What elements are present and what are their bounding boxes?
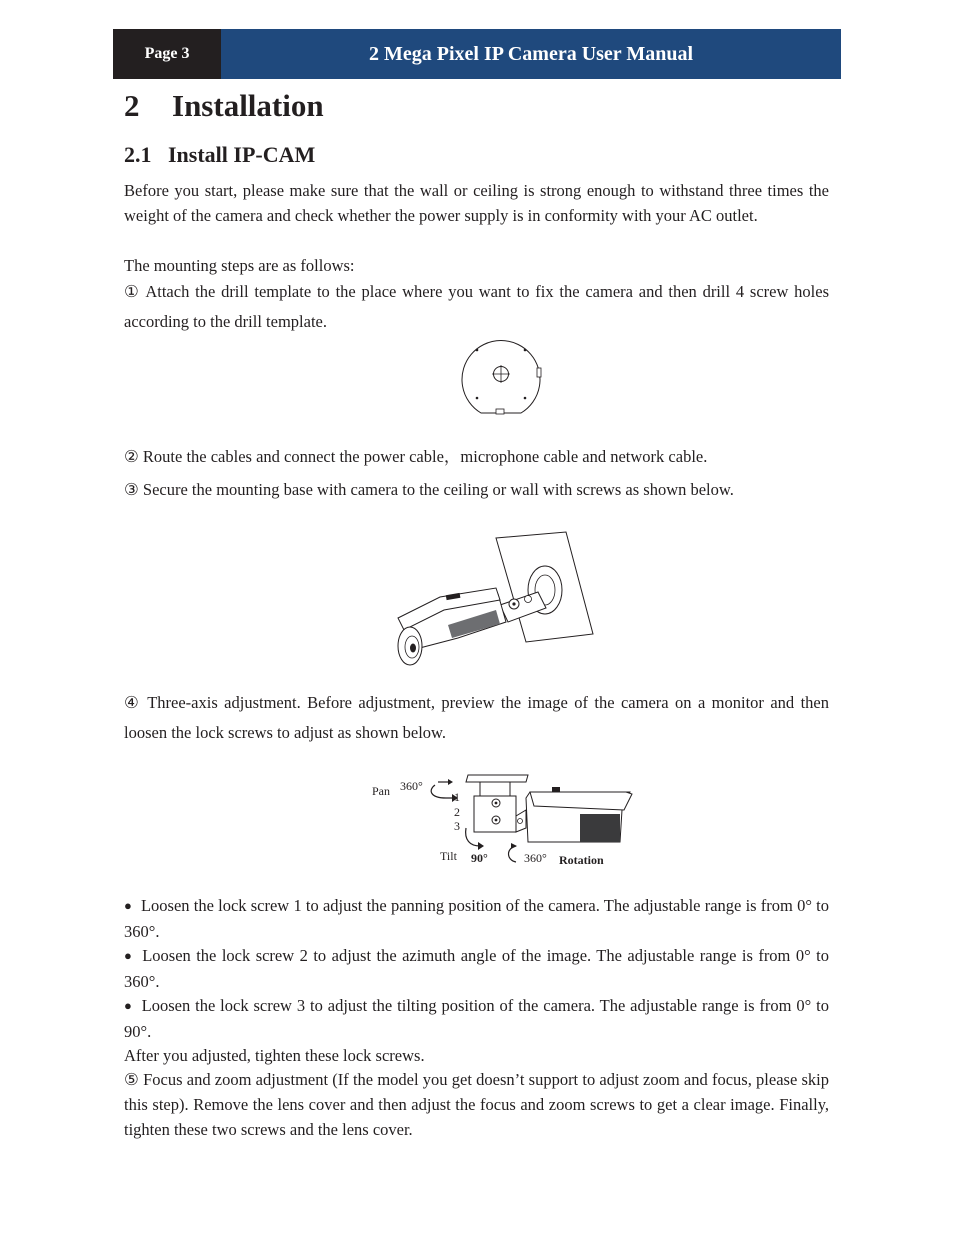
bullet-azimuth-text: Loosen the lock screw 2 to adjust the azimuth angle of the image. The adjustable range is from 0° to 360°. [124,946,829,991]
subsection-number: 2.1 [124,142,152,167]
steps-intro: The mounting steps are as follows: [124,256,355,275]
intro-paragraph: Before you start, please make sure that the wall or ceiling is strong enough to withstand three times the weight of the camera and check whether the power supply is in conformity with your AC outlet. [124,181,829,225]
screw-2-label: 2 [454,805,460,819]
bullet-azimuth [124,943,829,994]
bullet-pan [124,893,829,944]
manual-title: 2 Mega Pixel IP Camera User Manual [221,29,841,79]
page-number: Page 3 [113,29,221,79]
step-2-text: ② Route the cables and connect the power cable，microphone cable and network cable. [124,447,708,466]
tilt-angle: 90° [471,851,488,865]
camera-mount-figure [388,530,598,670]
tilt-label: Tilt [440,849,457,863]
screw-1-label: 1 [454,790,460,804]
step-4-text: ④ Three-axis adjustment. Before adjustment, preview the image of the camera on a monitor and then loosen the lock screws to adjust as shown below. [124,693,829,742]
bullet-tilt [124,993,829,1044]
section-title: Installation [172,88,324,123]
step-5-text: ⑤ Focus and zoom adjustment (If the model you get doesn’t support to adjust zoom and focus, please skip this step). Remove the lens cover and then adjust the focus and zoom screws to get a clear image. Finally, tighten these two screws and the lens cover. [124,1070,829,1139]
pan-label: Pan [372,784,390,798]
subsection-title: Install IP-CAM [168,142,316,167]
page-header [113,29,841,79]
three-axis-adjustment-figure [368,770,638,870]
step-3-text: ③ Secure the mounting base with camera to the ceiling or wall with screws as shown below. [124,480,734,499]
pan-angle: 360° [400,779,423,793]
section-number: 2 [124,88,140,123]
bullet-pan-text: Loosen the lock screw 1 to adjust the panning position of the camera. The adjustable range is from 0° to 360°. [124,896,830,941]
after-adjust-text: After you adjusted, tighten these lock screws. [124,1046,425,1065]
drill-template-figure [455,333,547,417]
subsection-heading [124,142,315,168]
rotation-label: Rotation [559,853,604,867]
screw-3-label: 3 [454,819,460,833]
rotation-angle: 360° [524,851,547,865]
section-heading [124,88,324,124]
step-1-text: ① Attach the drill template to the place where you want to fix the camera and then drill 4 screw holes according to the drill template. [124,282,829,331]
bullet-tilt-text: Loosen the lock screw 3 to adjust the tilting position of the camera. The adjustable range is from 0° to 90°. [124,996,829,1041]
